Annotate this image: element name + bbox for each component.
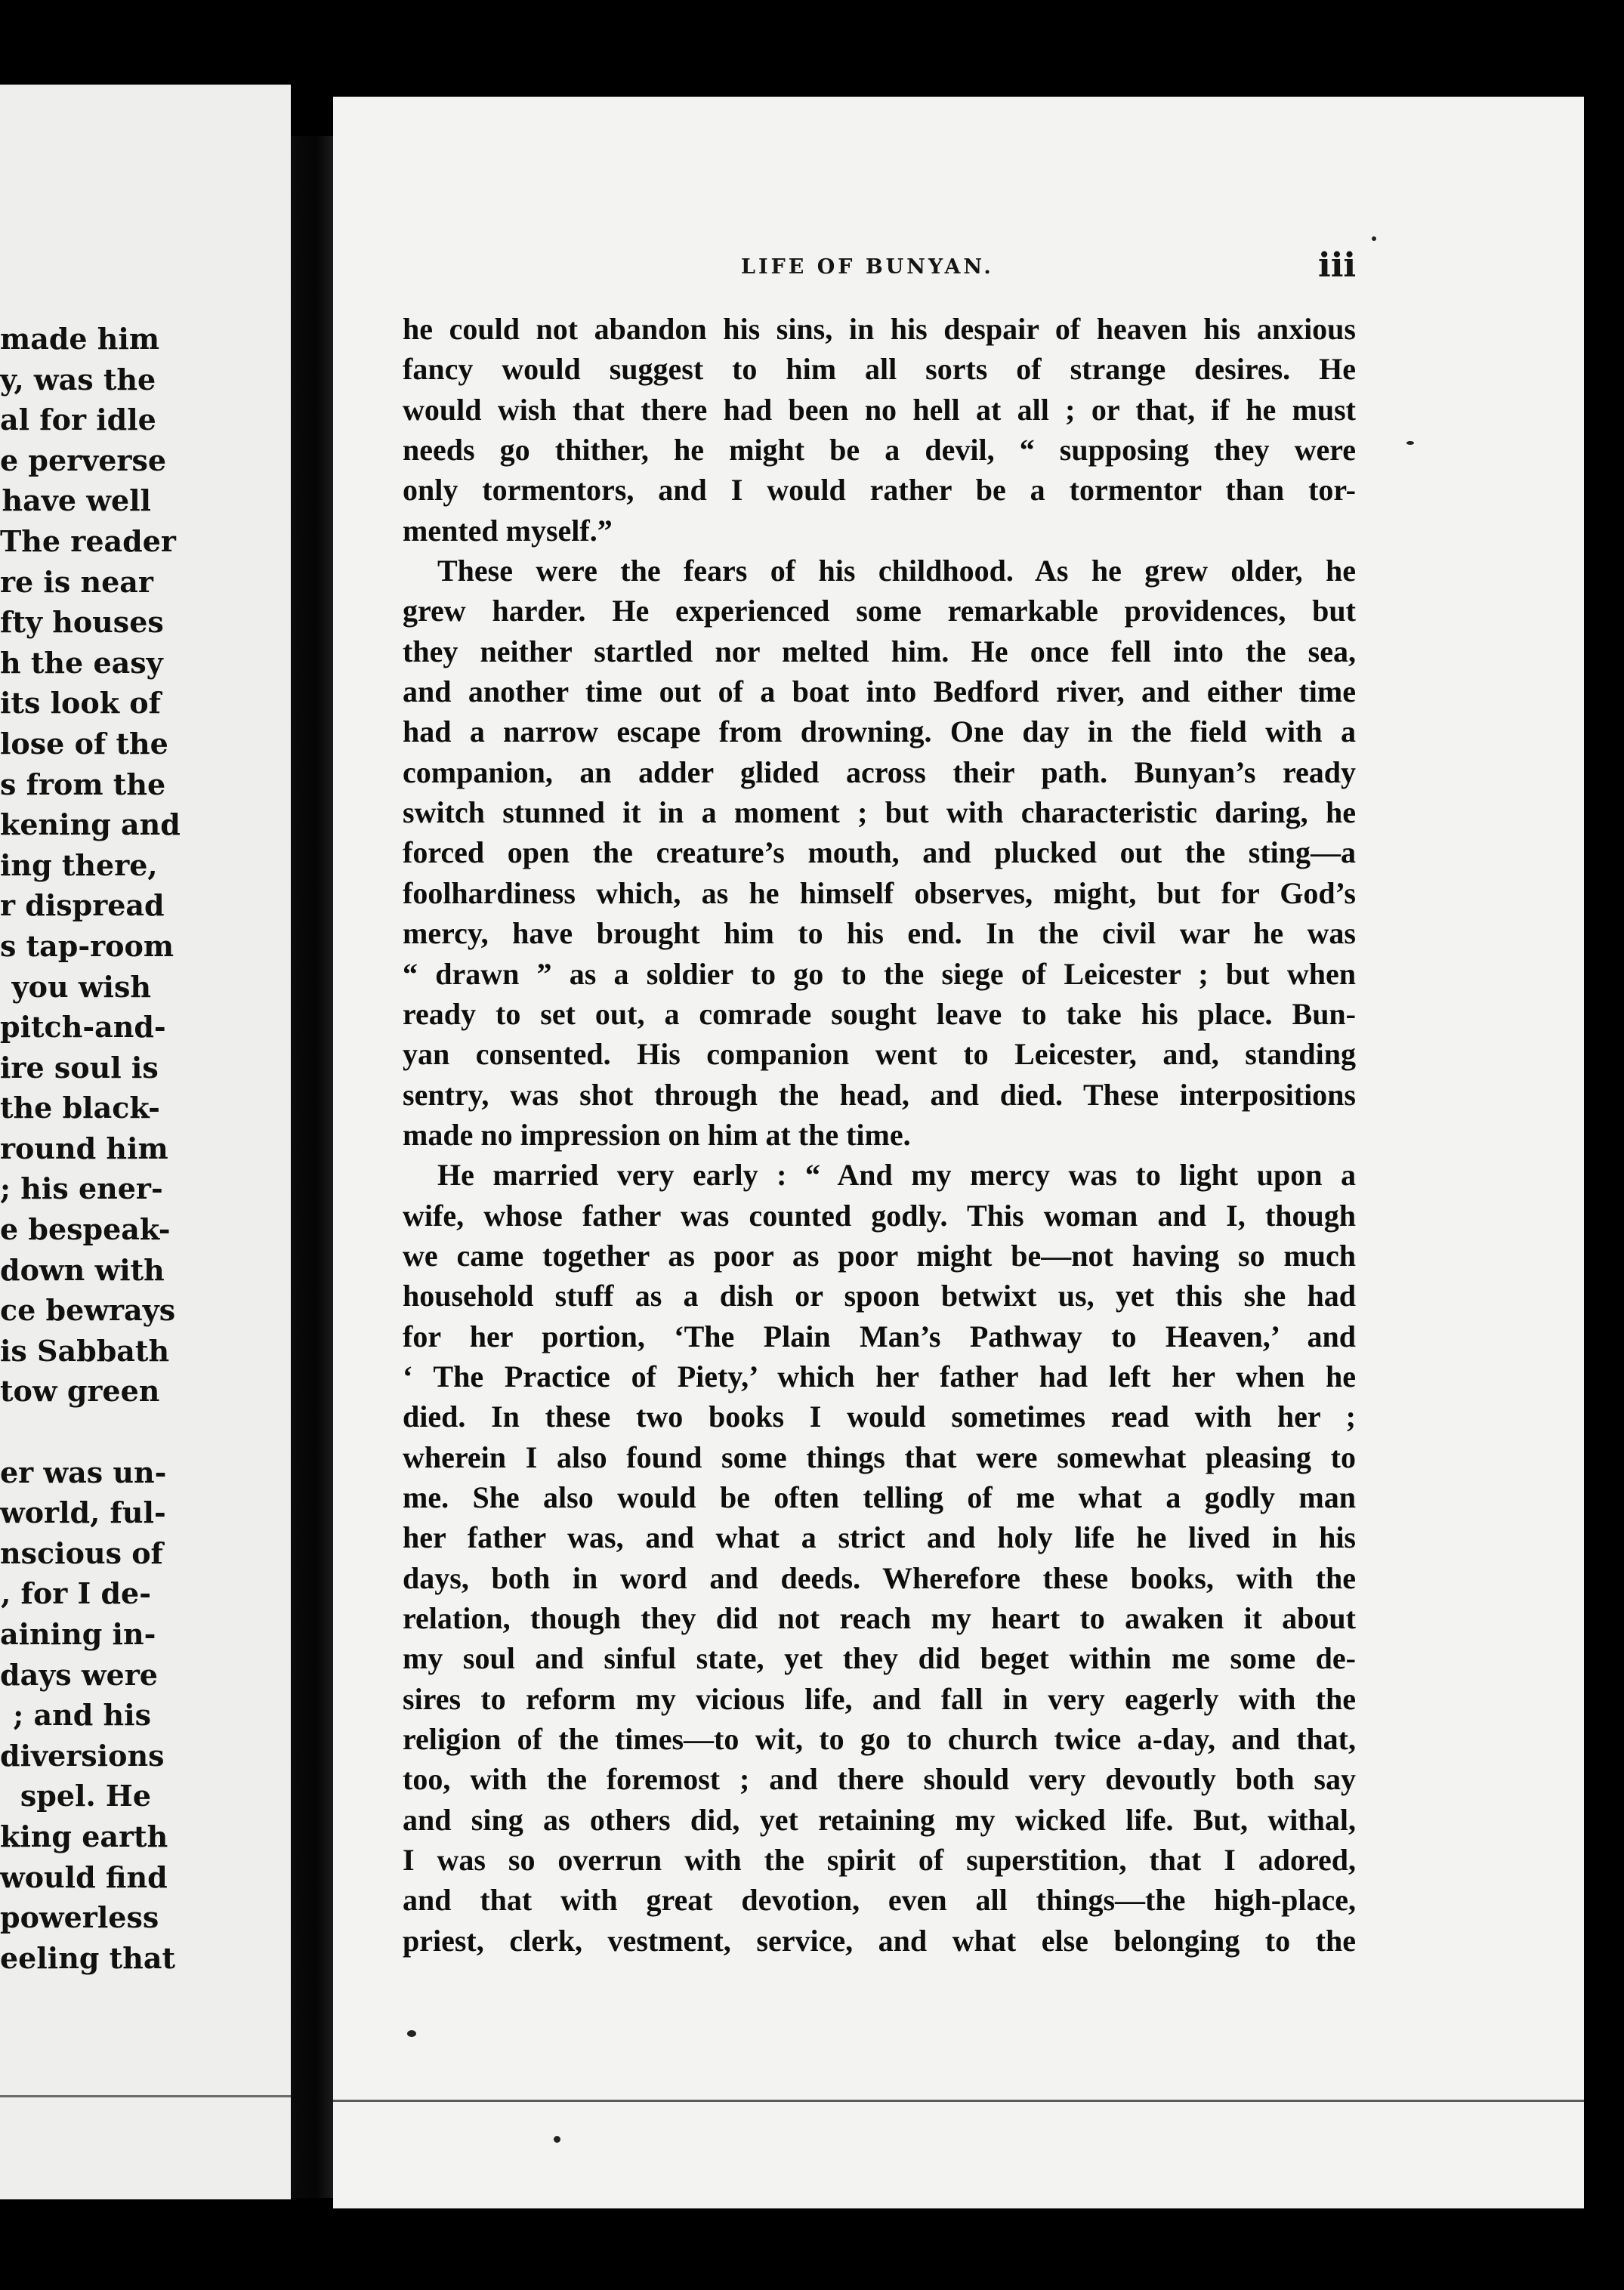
left-text-line: eeling that <box>0 1940 176 1975</box>
left-text-line: r dispread <box>0 888 165 923</box>
text-line: religion of the times—to wit, to go to church twice a-day, and that, <box>403 1722 1356 1757</box>
left-text-line: king earth <box>0 1819 168 1853</box>
text-line: foolhardiness which, as he himself observes, might, but for God’s <box>403 875 1356 910</box>
text-line: yan consented. His companion went to Leicester, and, standing <box>403 1037 1356 1072</box>
left-text-line: fty houses <box>0 605 164 640</box>
left-text-line: world, ful- <box>0 1495 166 1530</box>
text-line: we came together as poor as poor might be—not having so much <box>403 1238 1356 1273</box>
text-line: her father was, and what a strict and holy life he lived in his <box>403 1520 1356 1555</box>
text-line: me. She also would be often telling of me what a godly man <box>403 1480 1356 1514</box>
text-line: fancy would suggest to him all sorts of strange desires. He <box>403 352 1356 387</box>
left-text-line: re is near <box>0 564 153 599</box>
left-text-line: h the easy <box>0 645 163 680</box>
text-line: He married very early : “ And my mercy was to light upon a <box>437 1158 1356 1193</box>
left-text-line: ing there, <box>0 847 158 882</box>
left-text-line: e perverse <box>0 443 167 477</box>
text-line: I was so overrun with the spirit of superstition, that I adored, <box>403 1843 1356 1878</box>
book-spine <box>291 136 333 2198</box>
left-text-line: days were <box>0 1657 158 1692</box>
text-line: priest, clerk, vestment, service, and what else belonging to the <box>403 1923 1356 1958</box>
left-text-line: ire soul is <box>0 1050 159 1085</box>
left-text-line: round him <box>0 1131 168 1165</box>
left-text-line: ce bewrays <box>0 1293 176 1328</box>
text-line: wife, whose father was counted godly. This woman and I, though <box>403 1198 1356 1233</box>
text-line: would wish that there had been no hell at all ; or that, if he must <box>403 392 1356 427</box>
left-text-line: have well <box>2 483 151 518</box>
left-text-line: aining in- <box>0 1617 156 1651</box>
text-line: and that with great devotion, even all things—the high-place, <box>403 1883 1356 1918</box>
page-number: iii <box>1318 246 1357 285</box>
left-text-line: s tap-room <box>0 928 174 963</box>
left-text-line: diversions <box>0 1738 165 1773</box>
text-line: wherein I also found some things that were somewhat pleasing to <box>403 1440 1356 1474</box>
left-text-line: al for idle <box>0 403 156 437</box>
left-text-line: powerless <box>0 1900 159 1935</box>
body-text <box>403 309 1356 1961</box>
left-text-line: ; his ener- <box>0 1171 163 1206</box>
text-line: household stuff as a dish or spoon betwixt us, yet this she had <box>403 1279 1356 1313</box>
left-text-line: pitch-and- <box>0 1010 166 1045</box>
text-line: sires to reform my vicious life, and fall in very eagerly with the <box>403 1681 1356 1716</box>
left-text-line: nscious of <box>0 1535 163 1570</box>
left-text-line: would find <box>0 1859 168 1894</box>
text-line: ready to set out, a comrade sought leave to take his place. Bun- <box>403 996 1356 1031</box>
text-line: only tormentors, and I would rather be a tormentor than tor- <box>403 473 1356 508</box>
left-text-line: s from the <box>0 767 166 801</box>
left-text-line: spel. He <box>20 1779 151 1813</box>
text-line: switch stunned it in a moment ; but with characteristic daring, he <box>403 795 1356 830</box>
left-text-line: kening and <box>0 807 181 842</box>
left-text-line: is Sabbath <box>0 1333 170 1368</box>
left-text-line: ; and his <box>13 1698 151 1733</box>
left-text-line: made him <box>0 322 160 356</box>
left-text-line: tow green <box>0 1374 160 1409</box>
left-text-line: er was un- <box>0 1455 167 1489</box>
text-line: had a narrow escape from drowning. One day in the field with a <box>403 714 1356 749</box>
text-line: needs go thither, he might be a devil, “ supposing they were <box>403 433 1356 468</box>
text-line: for her portion, ‘The Plain Man’s Pathway to Heaven,’ and <box>403 1319 1356 1353</box>
text-line: grew harder. He experienced some remarkable providences, but <box>403 594 1356 628</box>
left-text-line: down with <box>0 1252 165 1287</box>
left-text-line <box>0 1412 151 1452</box>
text-line: days, both in word and deeds. Wherefore these books, with the <box>403 1560 1356 1595</box>
left-text-line: The reader <box>0 523 176 558</box>
text-line: too, with the foremost ; and there should very devoutly both say <box>403 1762 1356 1797</box>
text-line: my soul and sinful state, yet they did beget within me some de- <box>403 1641 1356 1676</box>
text-line: companion, an adder glided across their path. Bunyan’s ready <box>403 755 1356 789</box>
print-speck <box>407 2030 416 2037</box>
text-line: These were the fears of his childhood. As he grew older, he <box>437 554 1356 588</box>
bottom-rule <box>333 2100 1584 2102</box>
text-line: forced open the creature’s mouth, and plucked out the sting—a <box>403 835 1356 870</box>
left-text-line: you wish <box>11 969 151 1004</box>
left-page <box>0 85 291 2199</box>
left-page-text <box>0 319 181 1978</box>
print-speck <box>1406 441 1414 445</box>
text-line: and sing as others did, yet retaining my wicked life. But, withal, <box>403 1802 1356 1837</box>
text-line: ‘ The Practice of Piety,’ which her father had left her when he <box>403 1359 1356 1393</box>
left-text-line: the black- <box>0 1091 160 1125</box>
text-line: he could not abandon his sins, in his despair of heaven his anxious <box>403 312 1356 346</box>
text-line: made no impression on him at the time. <box>403 1117 911 1152</box>
right-page <box>333 97 1584 2208</box>
text-line: “ drawn ” as a soldier to go to the siege of Leicester ; but when <box>403 956 1356 991</box>
left-text-line: its look of <box>0 686 161 721</box>
print-speck <box>1372 236 1376 241</box>
running-head <box>333 246 1584 293</box>
left-text-line: , for I de- <box>1 1576 151 1611</box>
left-page-bottom-rule <box>0 2095 291 2097</box>
running-title: LIFE OF BUNYAN. <box>741 255 994 279</box>
print-speck <box>554 2136 560 2143</box>
left-text-line: e bespeak- <box>0 1212 171 1247</box>
text-line: mercy, have brought him to his end. In the civil war he was <box>403 916 1356 951</box>
left-text-line: y, was the <box>0 362 156 397</box>
text-line: and another time out of a boat into Bedford river, and either time <box>403 674 1356 709</box>
text-line: sentry, was shot through the head, and died. These interpositions <box>403 1077 1356 1112</box>
text-line: relation, though they did not reach my heart to awaken it about <box>403 1601 1356 1635</box>
left-text-line: lose of the <box>0 726 168 761</box>
text-line: mented myself.” <box>403 513 613 548</box>
text-line: died. In these two books I would sometimes read with her ; <box>403 1400 1356 1434</box>
text-line: they neither startled nor melted him. He once fell into the sea, <box>403 634 1356 668</box>
